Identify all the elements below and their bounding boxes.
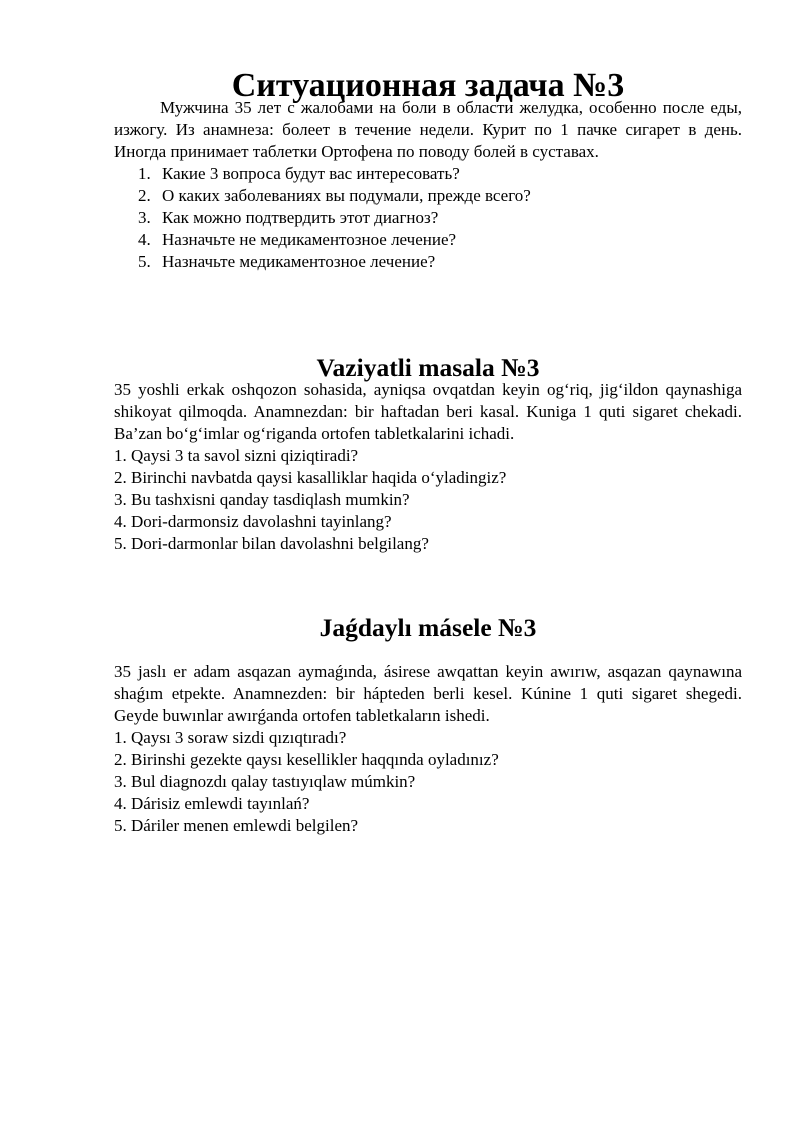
task-ru-question	[114, 163, 742, 185]
task-ru-question	[114, 229, 742, 251]
task-ru-title: Ситуационная задача №3	[231, 67, 625, 104]
task-uz-question: 1. Qaysi 3 ta savol sizni qiziqtiradi?	[114, 446, 359, 465]
question-number: 2.	[138, 186, 151, 205]
task-kaa-question: 3. Bul diagnozdı qalay tastıyıqlaw múmkin?	[114, 772, 416, 791]
task-kaa-question: 2. Birinshi gezekte qaysı kesellikler haqqında oyladınız?	[114, 750, 499, 769]
task-uz-question: 5. Dori-darmonlar bilan davolashni belgilang?	[114, 534, 429, 553]
task-ru-questions	[114, 163, 742, 273]
question-text: Назначьте медикаментозное лечение?	[162, 252, 436, 271]
task-uz-section	[114, 353, 742, 555]
spacer	[114, 639, 742, 661]
task-uz-question: 3. Bu tashxisni qanday tasdiqlash mumkin?	[114, 490, 410, 509]
task-ru-paragraph: Мужчина 35 лет с жалобами на боли в области желудка, особенно после еды, изжогу. Из анамнеза: болеет в течение недели. Курит по 1 пачке сигарет в день. Иногда принимает таблетки Ортофена по поводу болей в суставах.	[114, 98, 742, 161]
question-number: 4.	[138, 230, 151, 249]
question-number: 5.	[138, 252, 151, 271]
task-uz-question: 4. Dori-darmonsiz davolashni tayinlang?	[114, 512, 392, 531]
task-kaa-question: 5. Dáriler menen emlewdi belgilen?	[114, 816, 359, 835]
task-ru-section	[114, 67, 742, 273]
task-uz-title: Vaziyatli masala №3	[316, 353, 540, 382]
task-ru-question	[114, 185, 742, 207]
task-ru-question	[114, 251, 742, 273]
task-kaa-question: 1. Qaysı 3 soraw sizdi qızıqtıradı?	[114, 728, 347, 747]
task-kaa-paragraph: 35 jaslı er adam asqazan aymaǵında, ásirese awqattan keyin awırıw, asqazan qaynawına shaǵım etpekte. Anamnezden: bir hápteden berli kesel. Kúnine 1 quti sigaret shegedi. Geyde buwınlar awırǵanda ortofen tabletkaların ishedi.	[114, 662, 742, 725]
question-text: О каких заболеваниях вы подумали, прежде всего?	[162, 186, 531, 205]
question-text: Какие 3 вопроса будут вас интересовать?	[162, 164, 460, 183]
task-uz-questions	[114, 445, 742, 555]
task-ru-question	[114, 207, 742, 229]
task-kaa-section	[114, 613, 742, 837]
task-kaa-questions	[114, 727, 742, 837]
task-uz-question: 2. Birinchi navbatda qaysi kasalliklar haqida o‘yladingiz?	[114, 468, 507, 487]
question-text: Как можно подтвердить этот диагноз?	[162, 208, 439, 227]
question-text: Назначьте не медикаментозное лечение?	[162, 230, 457, 249]
task-uz-paragraph: 35 yoshli erkak oshqozon sohasida, ayniqsa ovqatdan keyin og‘riq, jig‘ildon qaynashiga shikoyat qilmoqda. Anamnezdan: bir haftadan beri kasal. Kuniga 1 quti sigaret chekadi. Ba’zan bo‘g‘imlar og‘riganda ortofen tabletkalarini ichadi.	[114, 380, 742, 443]
task-kaa-question: 4. Dárisiz emlewdi tayınlań?	[114, 794, 310, 813]
question-number: 1.	[138, 164, 151, 183]
task-kaa-title: Jaǵdaylı másele №3	[319, 613, 537, 642]
question-number: 3.	[138, 208, 151, 227]
